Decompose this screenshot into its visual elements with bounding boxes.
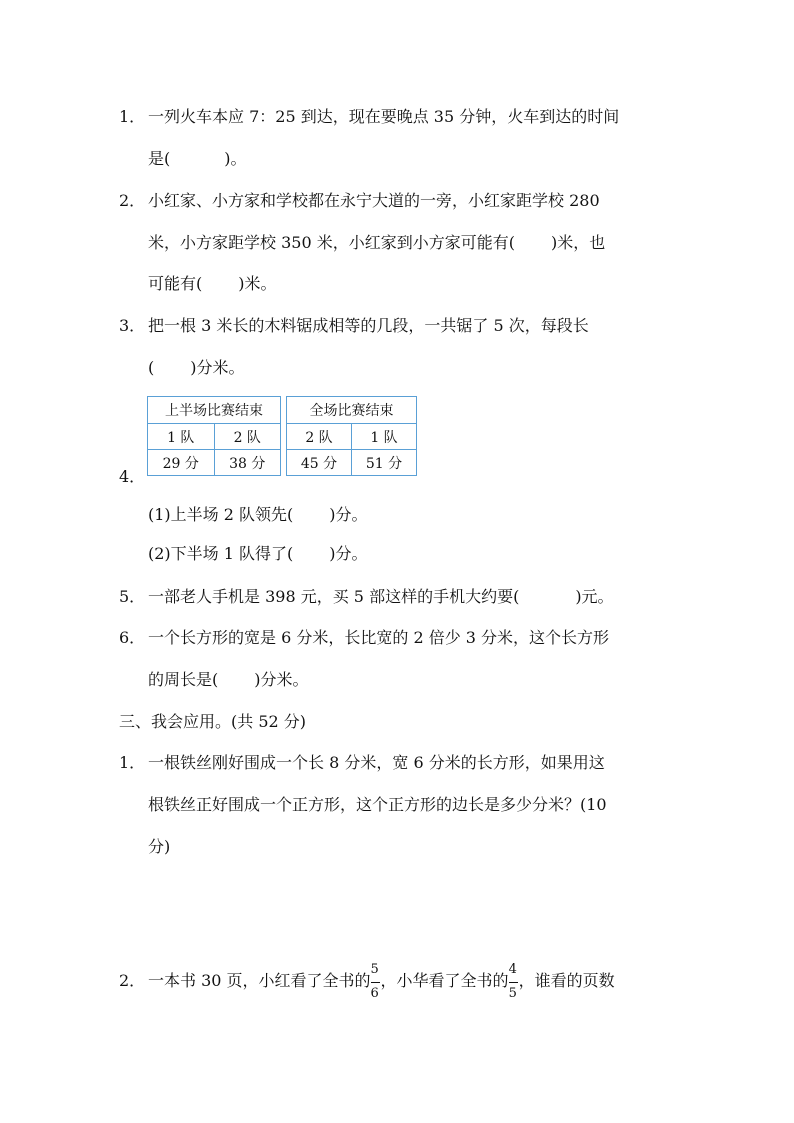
score-table-full-game (286, 396, 417, 476)
q6-number: 6． (119, 628, 146, 647)
q3-number: 3． (119, 316, 146, 335)
table2-val-1: 45 分 (287, 450, 352, 476)
q4-sub2-text-a: (2)下半场 1 队得了( (148, 544, 294, 563)
q5-number: 5． (119, 587, 146, 606)
a2-number: 2． (119, 971, 146, 990)
q1-number: 1． (119, 107, 146, 126)
q2-text-c: 可能有( (148, 274, 203, 293)
table1-head-1: 1 队 (148, 424, 215, 450)
q4-number: 4． (119, 467, 146, 486)
q2-text-b: )米，也 (550, 233, 606, 252)
fraction1-denominator: 6 (370, 985, 379, 1001)
fraction2-numerator: 4 (508, 961, 517, 977)
table2-title: 全场比赛结束 (287, 397, 417, 424)
table1-title: 上半场比赛结束 (148, 397, 281, 424)
q1-text-a: 是( (148, 149, 171, 168)
q3-text-b: )分米。 (190, 358, 245, 377)
score-table-first-half (147, 396, 281, 476)
q6-text-b: )分米。 (254, 670, 309, 689)
a1-number: 1． (119, 753, 146, 772)
q2-number: 2． (119, 191, 146, 210)
a2-text-1: 一本书 30 页，小红看了全书的 (148, 971, 371, 990)
q3-text-a: ( (148, 358, 155, 377)
q1-text-b: )。 (224, 149, 247, 168)
q2-text-a: 米，小方家距学校 350 米，小红家到小方家可能有( (148, 233, 515, 252)
a2-text-2: ，小华看了全书的 (380, 971, 509, 990)
table2-head-1: 2 队 (287, 424, 352, 450)
fraction2-bar (509, 982, 518, 983)
q4-sub1-text-b: )分。 (329, 505, 368, 524)
table1-head-2: 2 队 (214, 424, 281, 450)
q4-sub2-text-b: )分。 (329, 544, 368, 563)
q5-text-a: 一部老人手机是 398 元，买 5 部这样的手机大约要( (148, 587, 520, 606)
a1-text-2: 根铁丝正好围成一个正方形，这个正方形的边长是多少分米？(10 (148, 795, 607, 814)
q4-sub1-text-a: (1)上半场 2 队领先( (148, 505, 294, 524)
fraction-five-sixths (370, 961, 381, 1001)
fraction1-numerator: 5 (370, 961, 379, 977)
q5-text-b: )元。 (575, 587, 614, 606)
q6-text: 一个长方形的宽是 6 分米，长比宽的 2 倍少 3 分米，这个长方形 (148, 628, 610, 647)
q2-text-d: )米。 (238, 274, 277, 293)
q2-text: 小红家、小方家和学校都在永宁大道的一旁，小红家距学校 280 (148, 191, 600, 210)
table2-head-2: 1 队 (352, 424, 417, 450)
q1-text: 一列火车本应 7：25 到达，现在要晚点 35 分钟，火车到达的时间 (148, 107, 620, 126)
section3-title: 三、我会应用。(共 52 分) (119, 712, 307, 731)
fraction1-bar (371, 982, 380, 983)
table1-val-1: 29 分 (148, 450, 215, 476)
fraction-four-fifths (508, 961, 519, 1001)
q3-text: 把一根 3 米长的木料锯成相等的几段，一共锯了 5 次，每段长 (148, 316, 589, 335)
a1-text-1: 一根铁丝刚好围成一个长 8 分米，宽 6 分米的长方形，如果用这 (148, 753, 605, 772)
table1-val-2: 38 分 (214, 450, 281, 476)
q6-text-a: 的周长是( (148, 670, 219, 689)
fraction2-denominator: 5 (508, 985, 517, 1001)
a2-text-3: ，谁看的页数 (518, 971, 615, 990)
table2-val-2: 51 分 (352, 450, 417, 476)
a1-text-3: 分) (148, 837, 171, 856)
